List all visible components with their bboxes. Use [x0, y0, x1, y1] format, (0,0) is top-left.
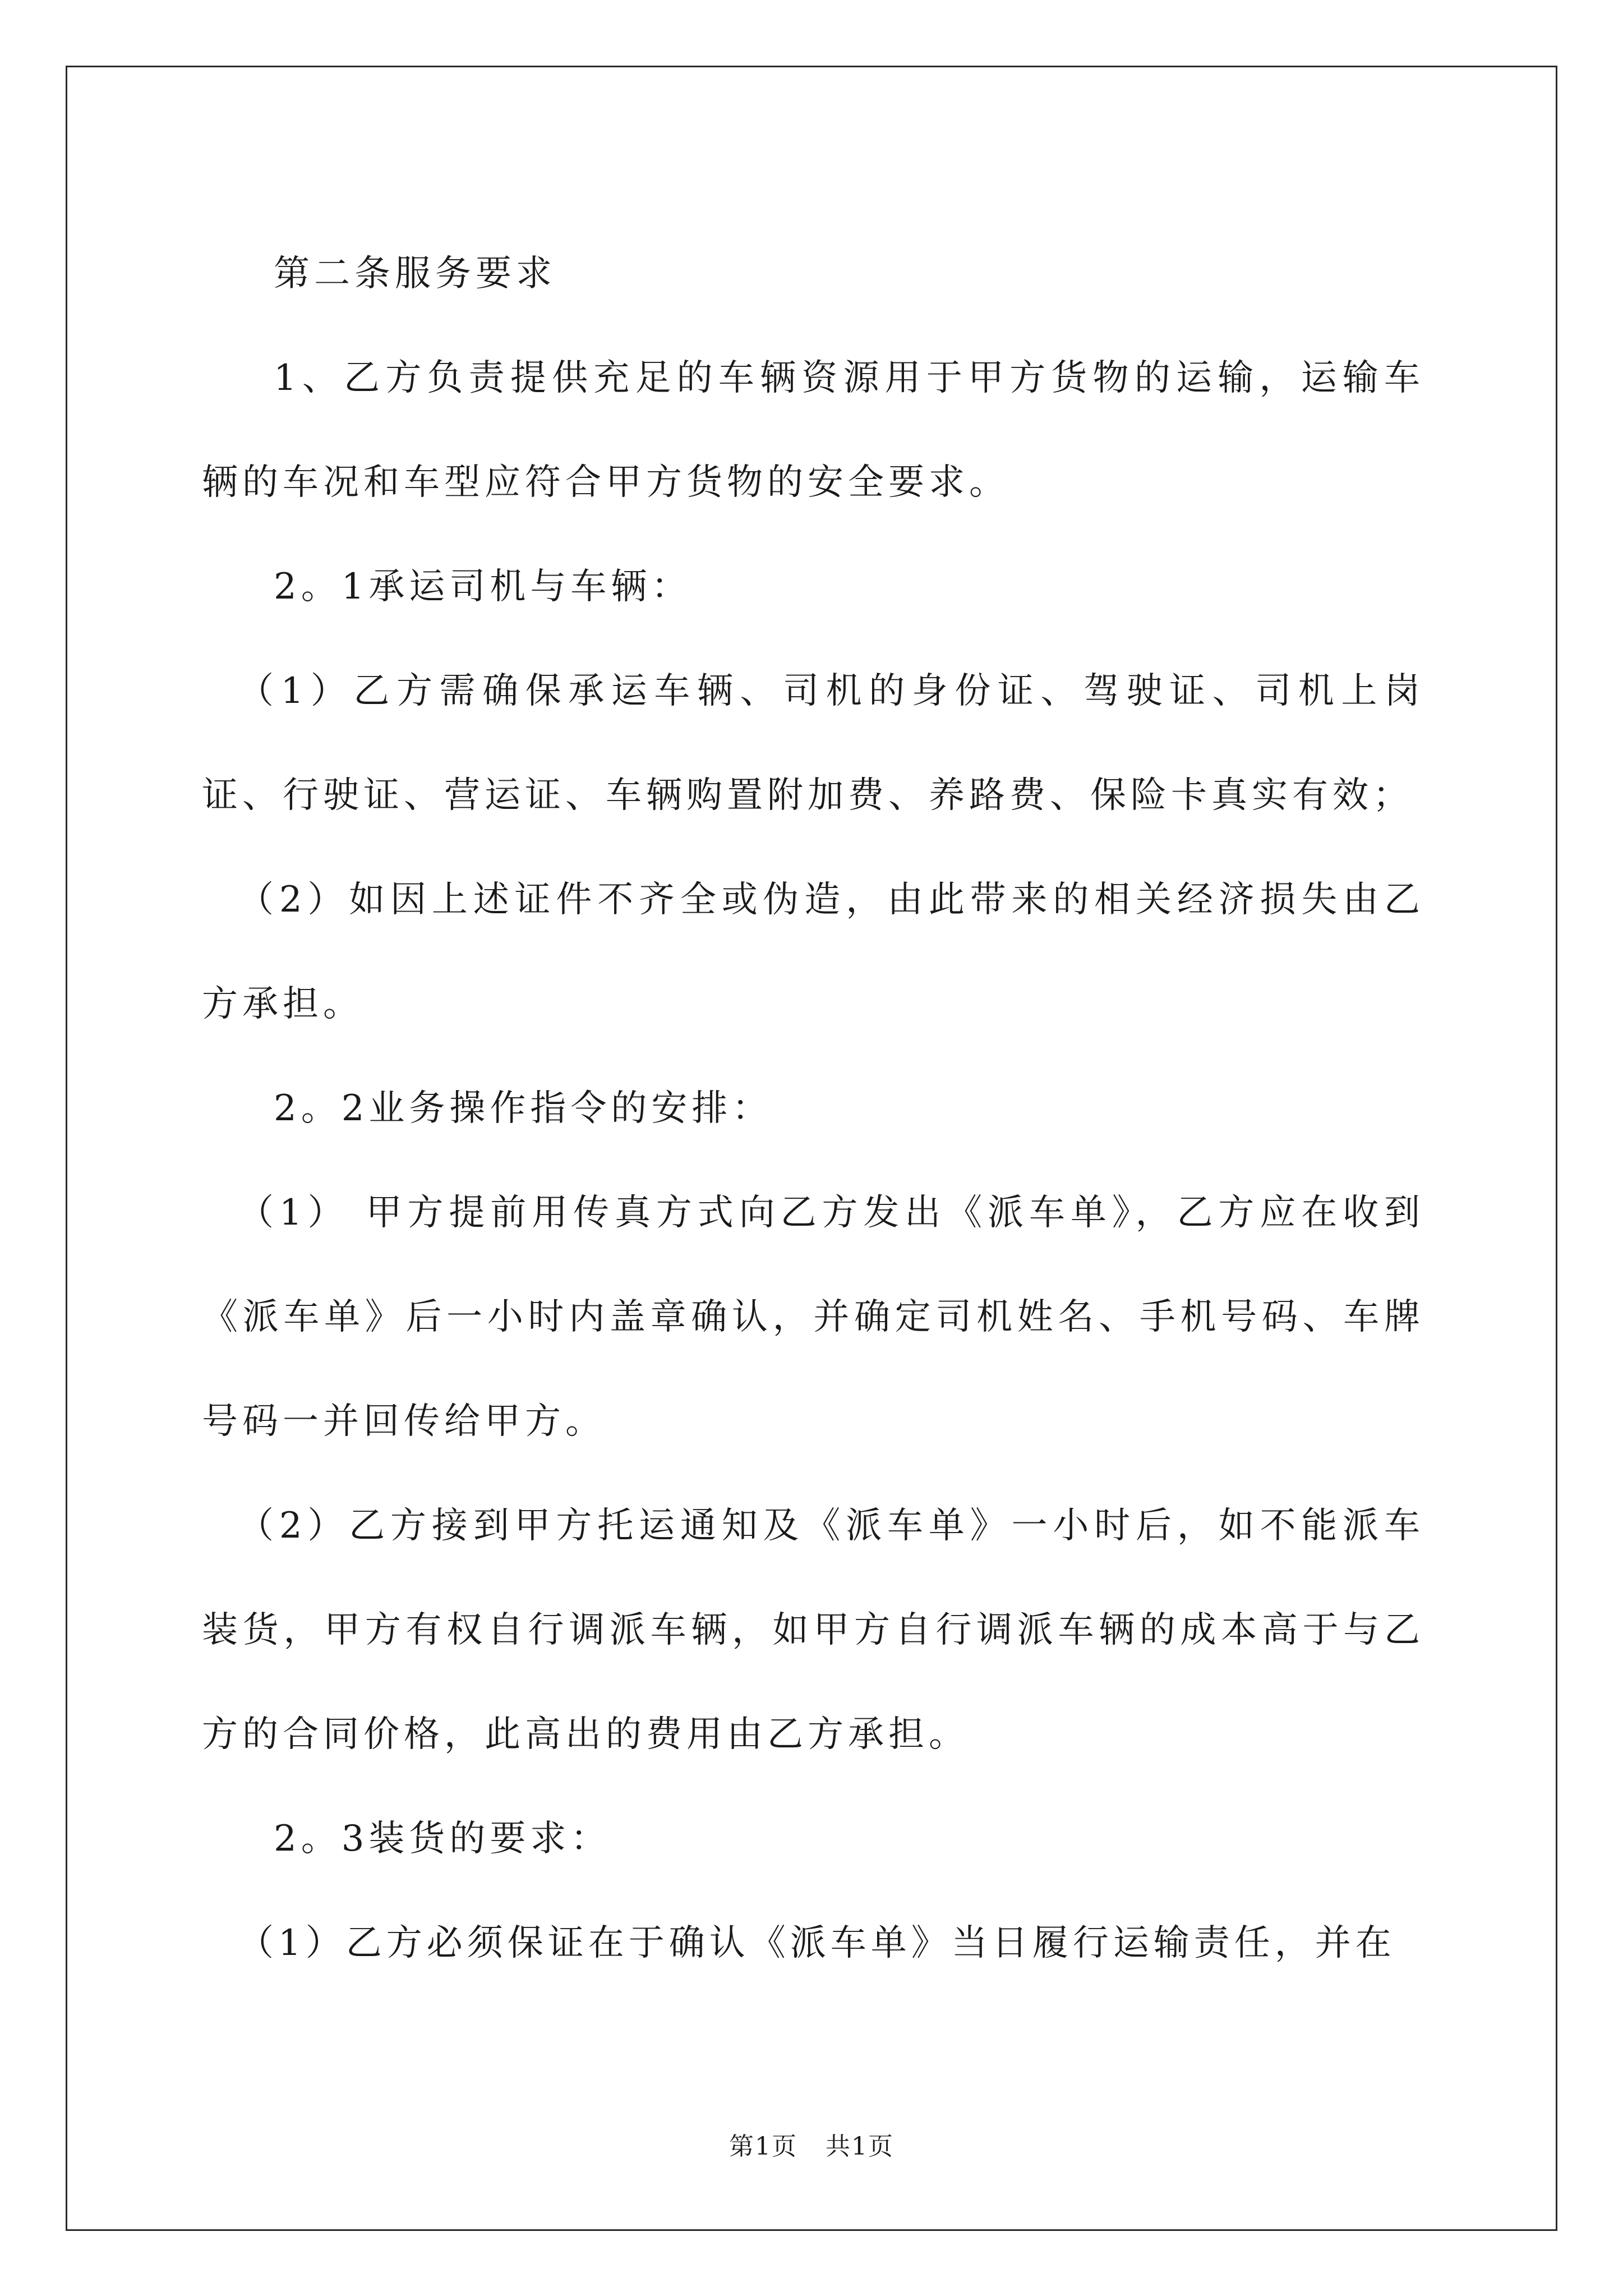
paragraph-2-3-1: （1）乙方必须保证在于确认《派车单》当日履行运输责任，并在	[238, 1922, 1396, 1964]
paragraph-2-1-1: （1）乙方需确保承运车辆、司机的身份证、驾驶证、司机上岗证、行驶证、营运证、车辆购置附加费、养路费、保险卡真实有效；	[202, 670, 1424, 816]
subsection-heading-2-1: 2。1承运司机与车辆：	[274, 566, 692, 608]
page-footer	[0, 2126, 1623, 2162]
subsection-heading-2-2: 2。2业务操作指令的安排：	[274, 1088, 773, 1129]
section-heading: 第二条服务要求	[274, 253, 556, 295]
page-count: 共1页	[826, 2132, 894, 2161]
page-number: 第1页	[729, 2132, 797, 2161]
paragraph-2-2-2: （2）乙方接到甲方托运通知及《派车单》一小时后，如不能派车装货，甲方有权自行调派车辆，如甲方自行调派车辆的成本高于与乙方的合同价格，此高出的费用由乙方承担。	[202, 1505, 1424, 1755]
paragraph-1: 1、乙方负责提供充足的车辆资源用于甲方货物的运输，运输车辆的车况和车型应符合甲方货物的安全要求。	[202, 357, 1424, 503]
paragraph-2-2-1: （1） 甲方提前用传真方式向乙方发出《派车单》，乙方应在收到《派车单》后一小时内盖章确认，并确定司机姓名、手机号码、车牌号码一并回传给甲方。	[202, 1192, 1424, 1442]
document-body	[202, 222, 1424, 1995]
subsection-heading-2-3: 2。3装货的要求：	[274, 1818, 611, 1860]
paragraph-2-1-2: （2）如因上述证件不齐全或伪造，由此带来的相关经济损失由乙方承担。	[202, 879, 1424, 1025]
